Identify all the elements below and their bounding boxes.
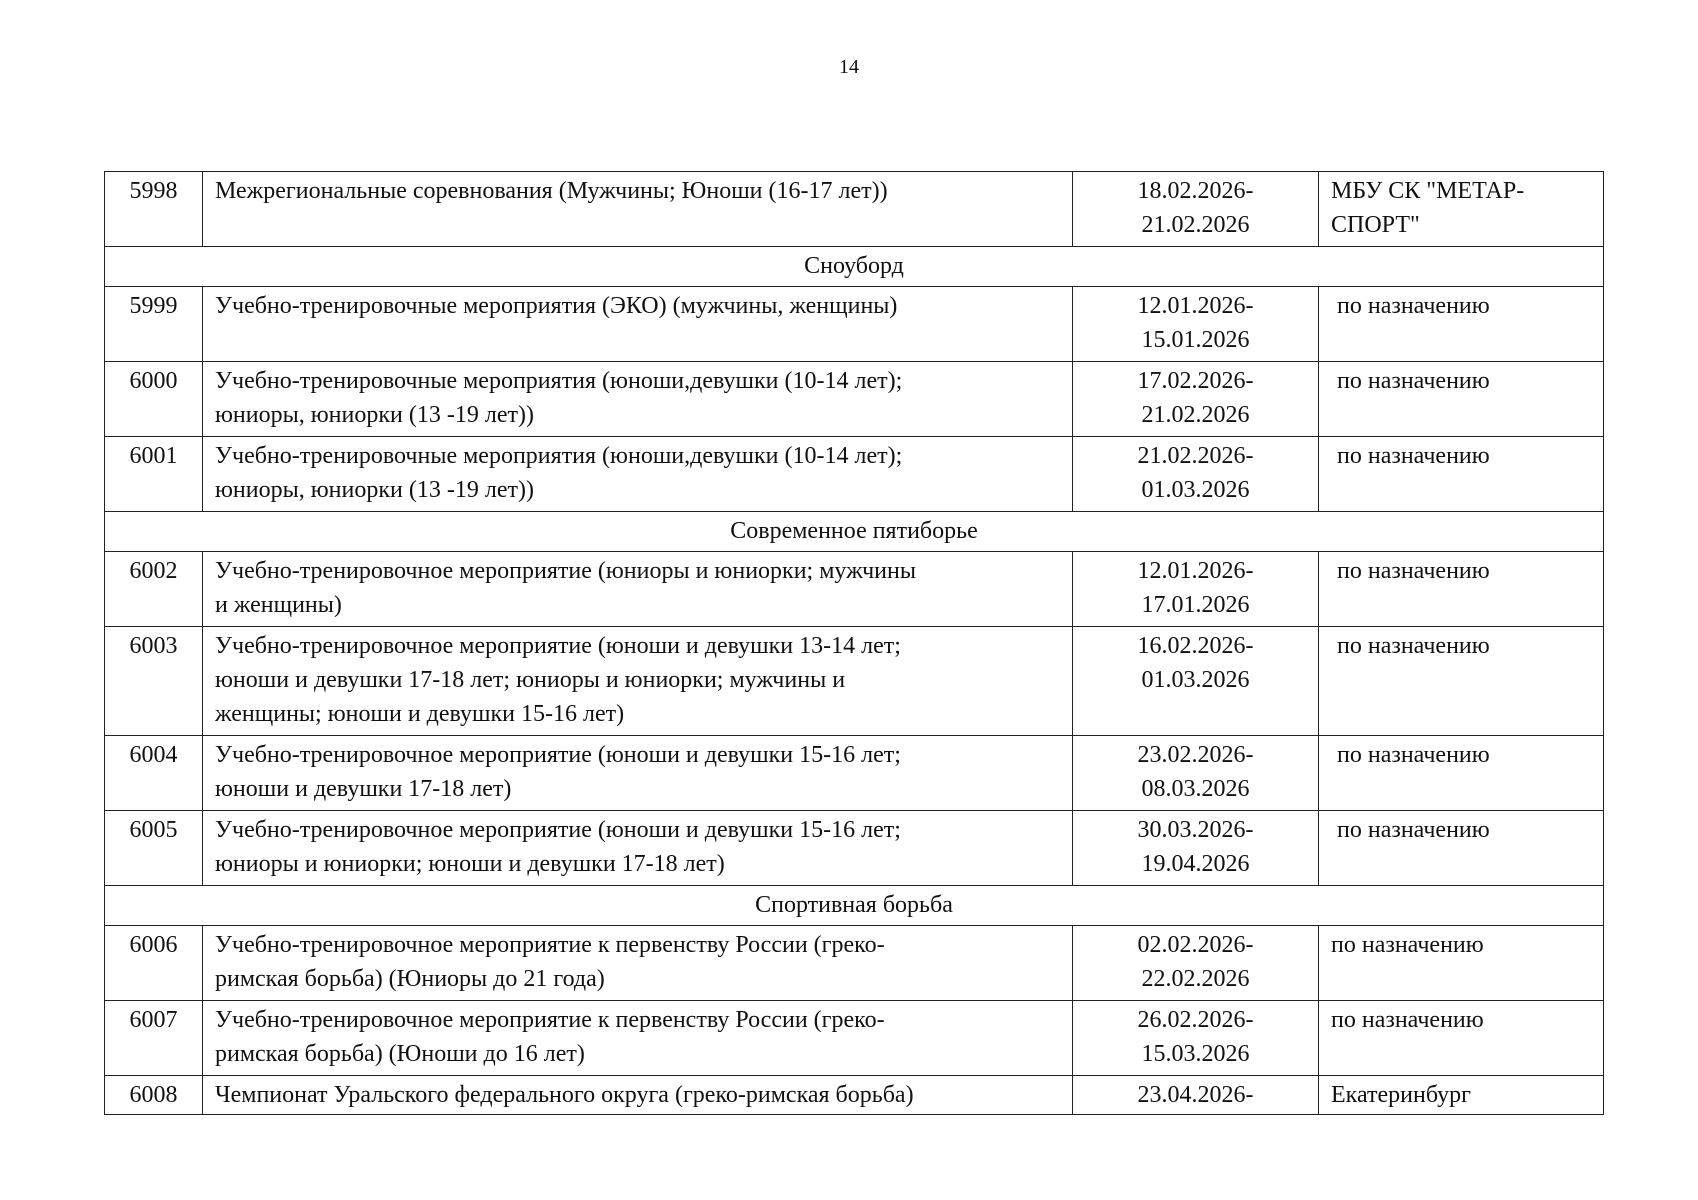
event-name: Чемпионат Уральского федерального округа (греко-римская борьба) [203, 1076, 1073, 1115]
event-dates: 23.02.2026- 08.03.2026 [1073, 736, 1319, 811]
event-place: по назначению [1319, 287, 1604, 362]
row-number: 6006 [105, 926, 203, 1001]
table-row [105, 362, 1604, 437]
section-title: Спортивная борьба [105, 886, 1604, 926]
event-dates: 12.01.2026- 15.01.2026 [1073, 287, 1319, 362]
event-name: Учебно-тренировочное мероприятие (юноши и девушки 15-16 лет; юниоры и юниорки; юноши и девушки 17-18 лет) [203, 811, 1073, 886]
event-place: по назначению [1319, 362, 1604, 437]
event-name: Учебно-тренировочное мероприятие к первенству России (греко- римская борьба) (Юниоры до 21 года) [203, 926, 1073, 1001]
table-row [105, 552, 1604, 627]
event-place: по назначению [1319, 811, 1604, 886]
event-place: по назначению [1319, 736, 1604, 811]
row-number: 5999 [105, 287, 203, 362]
table-row [105, 627, 1604, 736]
table-row [105, 926, 1604, 1001]
event-dates: 16.02.2026- 01.03.2026 [1073, 627, 1319, 736]
section-row [105, 247, 1604, 287]
event-dates: 02.02.2026- 22.02.2026 [1073, 926, 1319, 1001]
event-dates: 18.02.2026- 21.02.2026 [1073, 172, 1319, 247]
event-dates: 23.04.2026- [1073, 1076, 1319, 1115]
row-number: 6007 [105, 1001, 203, 1076]
event-name: Учебно-тренировочное мероприятие к первенству России (греко- римская борьба) (Юноши до 16 лет) [203, 1001, 1073, 1076]
event-place: по назначению [1319, 437, 1604, 512]
table-row [105, 287, 1604, 362]
table-row [105, 1076, 1604, 1115]
section-title: Современное пятиборье [105, 512, 1604, 552]
row-number: 6008 [105, 1076, 203, 1115]
section-title: Сноуборд [105, 247, 1604, 287]
event-place: Екатеринбург [1319, 1076, 1604, 1115]
row-number: 6003 [105, 627, 203, 736]
event-dates: 26.02.2026- 15.03.2026 [1073, 1001, 1319, 1076]
event-name: Учебно-тренировочные мероприятия (юноши,девушки (10-14 лет); юниоры, юниорки (13 -19 лет)) [203, 437, 1073, 512]
section-row [105, 512, 1604, 552]
events-table [104, 171, 1604, 1115]
row-number: 6005 [105, 811, 203, 886]
event-place: по назначению [1319, 926, 1604, 1001]
table-row [105, 811, 1604, 886]
event-place: МБУ СК "МЕТАР- СПОРТ" [1319, 172, 1604, 247]
event-name: Учебно-тренировочное мероприятие (юниоры и юниорки; мужчины и женщины) [203, 552, 1073, 627]
event-name: Учебно-тренировочные мероприятия (юноши,девушки (10-14 лет); юниоры, юниорки (13 -19 лет)) [203, 362, 1073, 437]
event-dates: 12.01.2026- 17.01.2026 [1073, 552, 1319, 627]
event-dates: 30.03.2026- 19.04.2026 [1073, 811, 1319, 886]
table-row [105, 736, 1604, 811]
row-number: 5998 [105, 172, 203, 247]
event-place: по назначению [1319, 627, 1604, 736]
event-name: Учебно-тренировочное мероприятие (юноши и девушки 15-16 лет; юноши и девушки 17-18 лет) [203, 736, 1073, 811]
page-number: 14 [839, 56, 859, 78]
table-row [105, 1001, 1604, 1076]
row-number: 6002 [105, 552, 203, 627]
row-number: 6000 [105, 362, 203, 437]
event-dates: 17.02.2026- 21.02.2026 [1073, 362, 1319, 437]
row-number: 6004 [105, 736, 203, 811]
event-dates: 21.02.2026- 01.03.2026 [1073, 437, 1319, 512]
table-row [105, 172, 1604, 247]
event-name: Учебно-тренировочные мероприятия (ЭКО) (мужчины, женщины) [203, 287, 1073, 362]
section-row [105, 886, 1604, 926]
event-place: по назначению [1319, 1001, 1604, 1076]
row-number: 6001 [105, 437, 203, 512]
event-place: по назначению [1319, 552, 1604, 627]
event-name: Межрегиональные соревнования (Мужчины; Юноши (16-17 лет)) [203, 172, 1073, 247]
table-row [105, 437, 1604, 512]
event-name: Учебно-тренировочное мероприятие (юноши и девушки 13-14 лет; юноши и девушки 17-18 лет; юниоры и юниорки; мужчины и женщины; юноши и девушки 15-16 лет) [203, 627, 1073, 736]
